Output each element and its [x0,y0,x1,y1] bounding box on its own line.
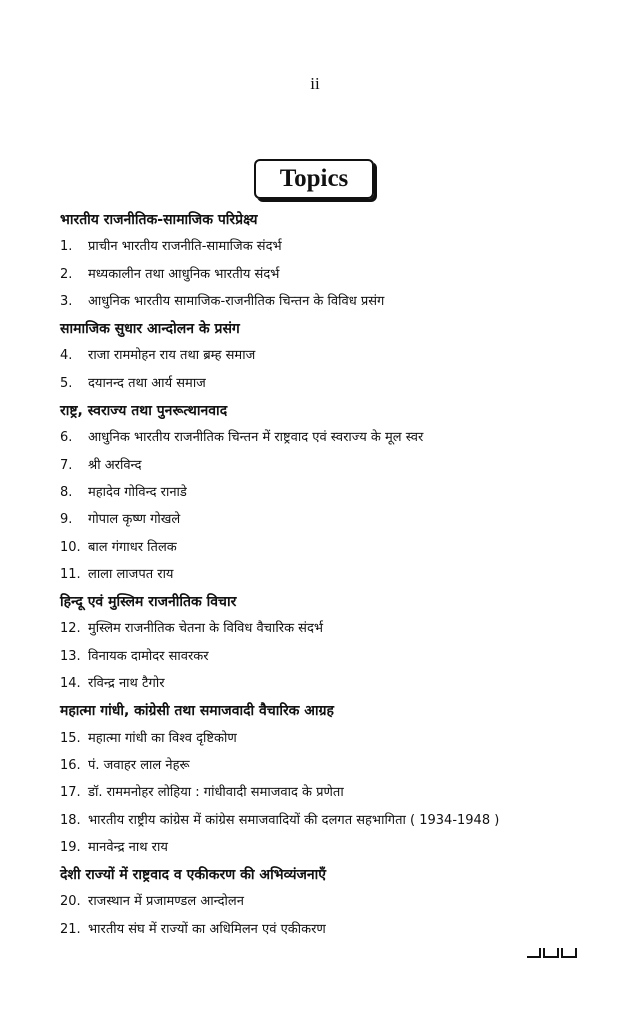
topic-number: 5. [60,375,73,391]
topic-item [60,836,580,863]
topic-number: 7. [60,457,73,473]
topic-title: पं. जवाहर लाल नेहरू [88,757,190,773]
topic-number: 15. [60,730,81,746]
topic-number: 20. [60,894,81,910]
topic-title: प्राचीन भारतीय राजनीति-सामाजिक संदर्भ [88,239,282,255]
topic-title: गोपाल कृष्ण गोखले [88,512,181,528]
topic-title: महात्मा गांधी का विश्व दृष्टिकोण [88,730,237,746]
table-of-contents [60,208,580,945]
topic-item [60,426,580,453]
topic-item [60,508,580,535]
end-mark-icon [527,948,577,958]
topic-number: 16. [60,757,81,773]
section-heading: सामाजिक सुधार आन्दोलन के प्रसंग [60,321,240,338]
topic-title: आधुनिक भारतीय सामाजिक-राजनीतिक चिन्तन के विविध प्रसंग [88,293,385,309]
topic-item [60,344,580,371]
topic-title: मध्यकालीन तथा आधुनिक भारतीय संदर्भ [88,266,280,282]
topic-title: मानवेन्द्र नाथ राय [88,839,168,855]
page-title: Topics [254,159,374,199]
topic-title: भारतीय राष्ट्रीय कांग्रेस में कांग्रेस समाजवादियों की दलगत सहभागिता ( 1934-1948 ) [88,812,500,828]
topic-item [60,645,580,672]
topic-title: डॉ. राममनोहर लोहिया : गांधीवादी समाजवाद के प्रणेता [88,785,344,801]
topic-item [60,617,580,644]
topic-title: राजा राममोहन राय तथा ब्रम्ह समाज [88,348,256,364]
topic-number: 19. [60,839,81,855]
topic-title: बाल गंगाधर तिलक [88,539,177,555]
topic-number: 10. [60,539,81,555]
topic-item [60,890,580,917]
topic-title: आधुनिक भारतीय राजनीतिक चिन्तन में राष्ट्रवाद एवं स्वराज्य के मूल स्वर [88,430,424,446]
topic-item [60,672,580,699]
topic-item [60,754,580,781]
topic-number: 3. [60,293,73,309]
topic-title: भारतीय संघ में राज्यों का अधिमिलन एवं एकीकरण [88,921,326,937]
topic-number: 2. [60,266,73,282]
topic-item [60,290,580,317]
section-heading: राष्ट्र, स्वराज्य तथा पुनरूत्थानवाद [60,403,228,420]
topic-item [60,781,580,808]
section-heading: देशी राज्यों में राष्ट्रवाद व एकीकरण की अभिव्यंजनाएँ [60,867,327,884]
topic-number: 11. [60,566,81,582]
section-heading: महात्मा गांधी, कांग्रेसी तथा समाजवादी वैचारिक आग्रह [60,703,334,720]
topic-title: लाला लाजपत राय [88,566,174,582]
topic-number: 13. [60,648,81,664]
section-heading: हिन्दू एवं मुस्लिम राजनीतिक विचार [60,594,237,611]
topic-item [60,536,580,563]
topic-title: महादेव गोविन्द रानाडे [88,484,187,500]
topic-number: 9. [60,512,73,528]
topic-number: 14. [60,676,81,692]
topic-title: विनायक दामोदर सावरकर [88,648,209,664]
topic-item [60,454,580,481]
topic-item [60,727,580,754]
topic-number: 8. [60,484,73,500]
topic-number: 6. [60,430,73,446]
topic-item [60,563,580,590]
topic-title: रविन्द्र नाथ टैगोर [88,676,165,692]
topic-item [60,263,580,290]
topic-item [60,372,580,399]
topic-item [60,918,580,945]
topic-title: श्री अरविन्द [88,457,142,473]
topic-number: 21. [60,921,81,937]
topic-number: 4. [60,348,73,364]
topic-number: 18. [60,812,81,828]
topic-title: राजस्थान में प्रजामण्डल आन्दोलन [88,894,244,910]
topic-title: दयानन्द तथा आर्य समाज [88,375,206,391]
section-heading: भारतीय राजनीतिक-सामाजिक परिप्रेक्ष्य [60,212,258,228]
topic-number: 12. [60,621,81,637]
topic-title: मुस्लिम राजनीतिक चेतना के विविध वैचारिक संदर्भ [88,621,324,637]
topic-number: 17. [60,785,81,801]
topic-number: 1. [60,239,73,255]
topic-item [60,235,580,262]
topic-item [60,809,580,836]
page-number: ii [310,74,320,93]
topic-item [60,481,580,508]
